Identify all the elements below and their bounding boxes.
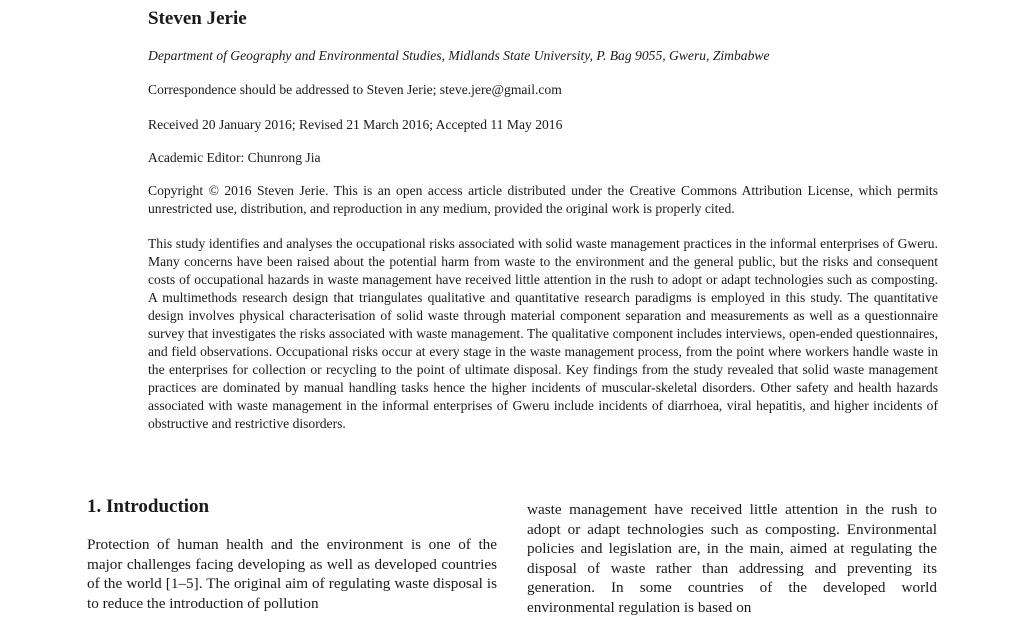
copyright-notice: Copyright © 2016 Steven Jerie. This is an open access article distributed under the Creative Commons Attribution License, which permits unrestricted use, distribution, and reproduction in any medium, provided the original work is properly cited. bbox=[148, 183, 938, 216]
academic-editor: Academic Editor: Chunrong Jia bbox=[148, 150, 321, 165]
author-name: Steven Jerie bbox=[148, 8, 247, 29]
introduction-left-column: Protection of human health and the environment is one of the major challenges facing developing as well as developed countries of the world [1–5]. The original aim of regulating waste disposal is to reduce the introduction of pollution bbox=[87, 536, 497, 612]
introduction-right-column: waste management have received little attention in the rush to adopt or adapt technologies such as composting. Environmental policies and legislation are, in the main, aimed at regulating the disposal of waste rather than addressing and preventing its generation. In some countries of the developed world environmental regulation is based on bbox=[527, 501, 937, 616]
publication-dates: Received 20 January 2016; Revised 21 March 2016; Accepted 11 May 2016 bbox=[148, 117, 563, 132]
abstract-text: This study identifies and analyses the occupational risks associated with solid waste management practices in the informal enterprises of Gweru. Many concerns have been raised about the potential harm from waste to the environment and the general public, but the risks and consequent costs of occupational hazards in waste management have received little attention in the rush to adopt or adapt technologies such as composting. A multimethods research design that triangulates qualitative and quantitative research paradigms is employed in this study. The quantitative design involves physical characterisation of solid waste through material component separation and measurements as well as a questionnaire survey that investigates the risks associated with waste management. The qualitative component includes interviews, open-ended questionnaires, and field observations. Occupational risks occur at every stage in the waste management process, from the point where workers handle waste in the enterprises for collection or recycling to the point of ultimate disposal. Key findings from the study revealed that solid waste management practices are dominated by manual handling tasks hence the higher incidents of muscular-skeletal disorders. Other safety and health hazards associated with waste management in the informal enterprises of Gweru include incidents of diarrhoea, viral hepatitis, and higher incidents of obstructive and restrictive disorders. bbox=[148, 236, 938, 431]
author-affiliation: Department of Geography and Environmental Studies, Midlands State University, P. Bag 9055, Gweru, Zimbabwe bbox=[148, 48, 770, 63]
section-heading-introduction: 1. Introduction bbox=[87, 496, 210, 517]
correspondence-line: Correspondence should be addressed to Steven Jerie; steve.jere@gmail.com bbox=[148, 82, 562, 97]
